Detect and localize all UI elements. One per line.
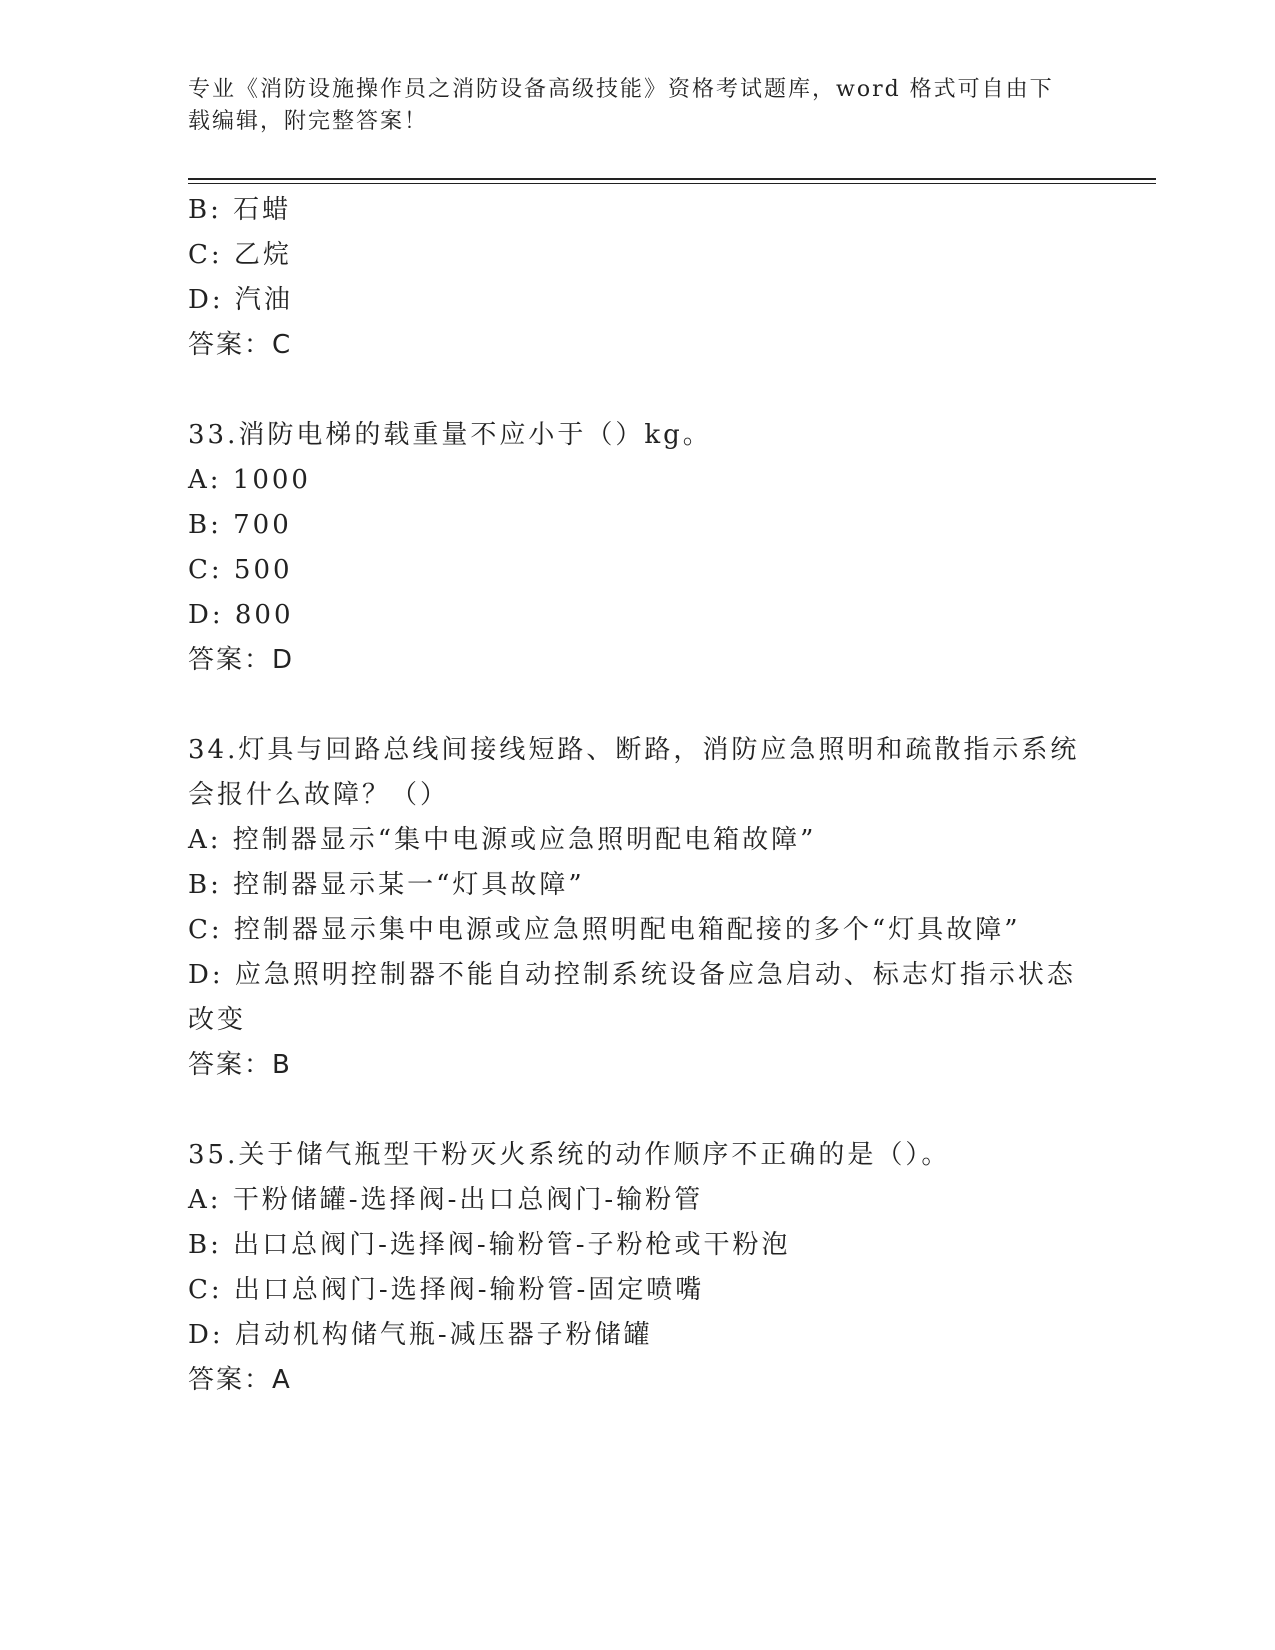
- q32-option-d: D: 汽油: [188, 285, 293, 315]
- q33-question: 33.消防电梯的载重量不应小于（）kg。: [188, 420, 712, 450]
- q35-option-c: C: 出口总阀门-选择阀-输粉管-固定喷嘴: [188, 1275, 705, 1305]
- q34-option-d-line-2: 改变: [188, 1005, 247, 1035]
- q35-option-d: D: 启动机构储气瓶-减压器子粉储罐: [188, 1320, 653, 1350]
- q33-option-b: B: 700: [188, 510, 292, 540]
- q34-question-line-1: 34.灯具与回路总线间接线短路、断路，消防应急照明和疏散指示系统: [188, 735, 1080, 765]
- header-line-2: 载编辑，附完整答案！: [188, 109, 429, 134]
- q34-option-c: C: 控制器显示集中电源或应急照明配电箱配接的多个“灯具故障”: [188, 915, 1021, 945]
- q35-answer: 答案：A: [188, 1365, 292, 1395]
- q32-answer: 答案：C: [188, 330, 293, 360]
- q35-option-a: A: 干粉储罐-选择阀-出口总阀门-输粉管: [188, 1185, 704, 1215]
- q33-option-a: A: 1000: [188, 465, 311, 495]
- q35-question: 35.关于储气瓶型干粉灭火系统的动作顺序不正确的是（）。: [188, 1140, 951, 1170]
- header-divider-thin: [188, 183, 1156, 184]
- q33-answer: 答案：D: [188, 645, 295, 675]
- q34-option-b: B: 控制器显示某一“灯具故障”: [188, 870, 585, 900]
- document-header: [188, 74, 1068, 138]
- q32-option-b: B: 石蜡: [188, 195, 292, 225]
- header-divider-thick: [188, 178, 1156, 180]
- q33-option-d: D: 800: [188, 600, 294, 630]
- q34-option-a: A: 控制器显示“集中电源或应急照明配电箱故障”: [188, 825, 817, 855]
- header-line-1: 专业《消防设施操作员之消防设备高级技能》资格考试题库，word 格式可自由下: [188, 77, 1054, 102]
- q34-answer: 答案：B: [188, 1050, 292, 1080]
- q33-option-c: C: 500: [188, 555, 293, 585]
- q34-option-d-line-1: D: 应急照明控制器不能自动控制系统设备应急启动、标志灯指示状态: [188, 960, 1076, 990]
- q34-question-line-2: 会报什么故障？（）: [188, 780, 450, 810]
- q32-option-c: C: 乙烷: [188, 240, 292, 270]
- q35-option-b: B: 出口总阀门-选择阀-输粉管-子粉枪或干粉泡: [188, 1230, 791, 1260]
